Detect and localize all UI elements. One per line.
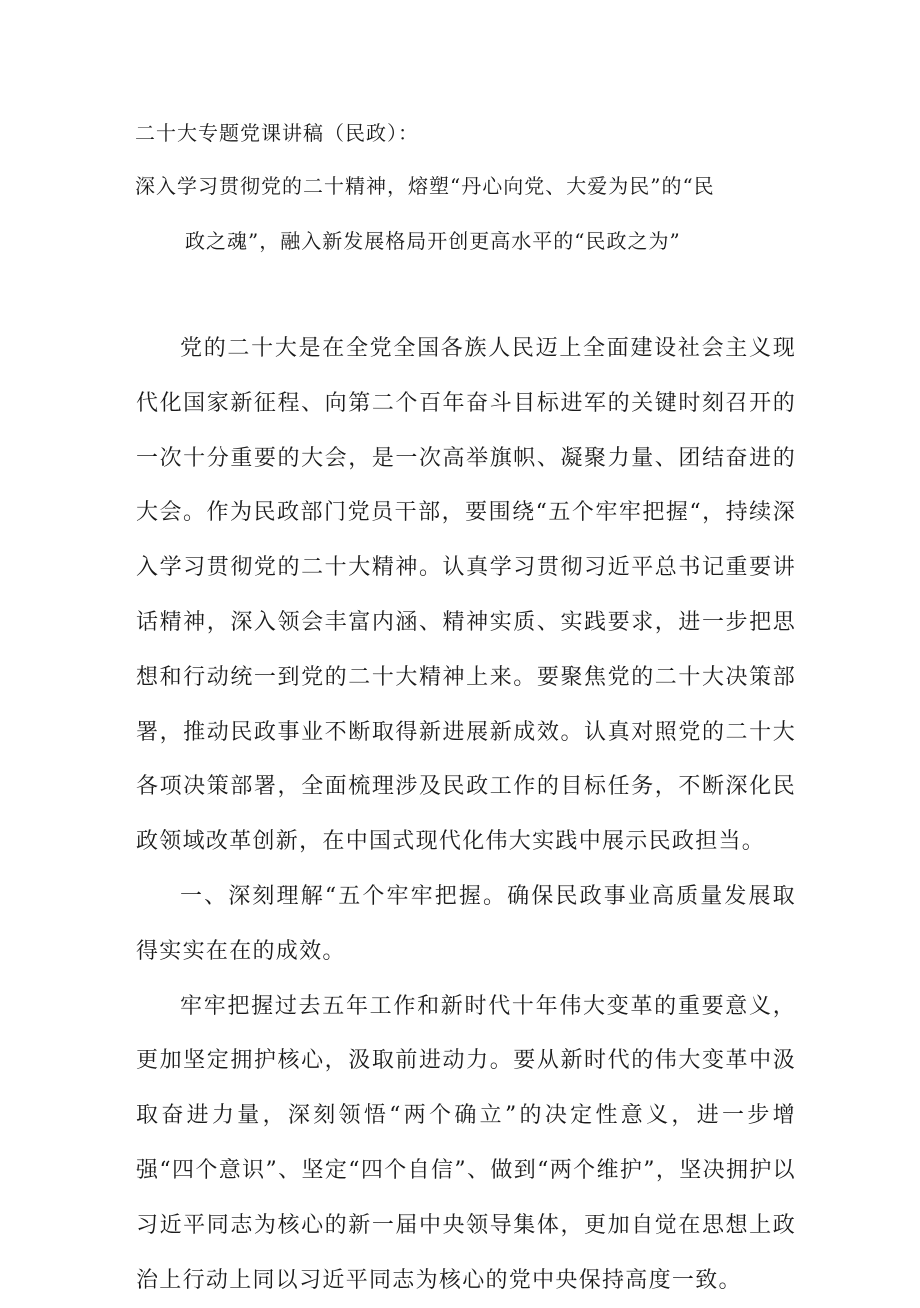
section-heading-1: 一、深刻理解“五个牢牢把握。确保民政事业高质量发展取得实实在在的成效。 [136,883,796,964]
body-paragraph-section-1: 牢牢把握过去五年工作和新时代十年伟大变革的重要意义，更加坚定拥护核心，汲取前进动力。要从新时代的伟大变革中汲取奋进力量，深刻领悟“两个确立”的决定性意义，进一步增强“四个意识”、坚定“四个自信”、做到“两个维护”，坚决拥护以习近平同志为核心的新一届中央领导集体，更加自觉在思想上政治上行动上同以习近平同志为核心的党中央保持高度一致。 [136,993,796,1293]
body-paragraph-intro: 党的二十大是在全党全国各族人民迈上全面建设社会主义现代化国家新征程、向第二个百年奋斗目标进军的关键时刻召开的一次十分重要的大会，是一次高举旗帜、凝聚力量、团结奋进的大会。作为民政部门党员干部，要围绕“五个牢牢把握“，持续深入学习贯彻党的二十大精神。认真学习贯彻习近平总书记重要讲话精神，深入领会丰富内涵、精神实质、实践要求，进一步把思想和行动统一到党的二十大精神上来。要聚焦党的二十大决策部署，推动民政事业不断取得新进展新成效。认真对照党的二十大各项决策部署，全面梳理涉及民政工作的目标任务，不断深化民政领域改革创新，在中国式现代化伟大实践中展示民政担当。 [136,336,796,855]
document-title-line-1: 二十大专题党课讲稿（民政）： [135,121,419,145]
document-body [136,322,796,1308]
document-title-line-2: 深入学习贯彻党的二十精神，熔塑“丹心向党、大爱为民”的“民 [135,174,715,198]
document-title-line-3: 政之魂”，融入新发展格局开创更高水平的“民政之为” [185,229,681,253]
